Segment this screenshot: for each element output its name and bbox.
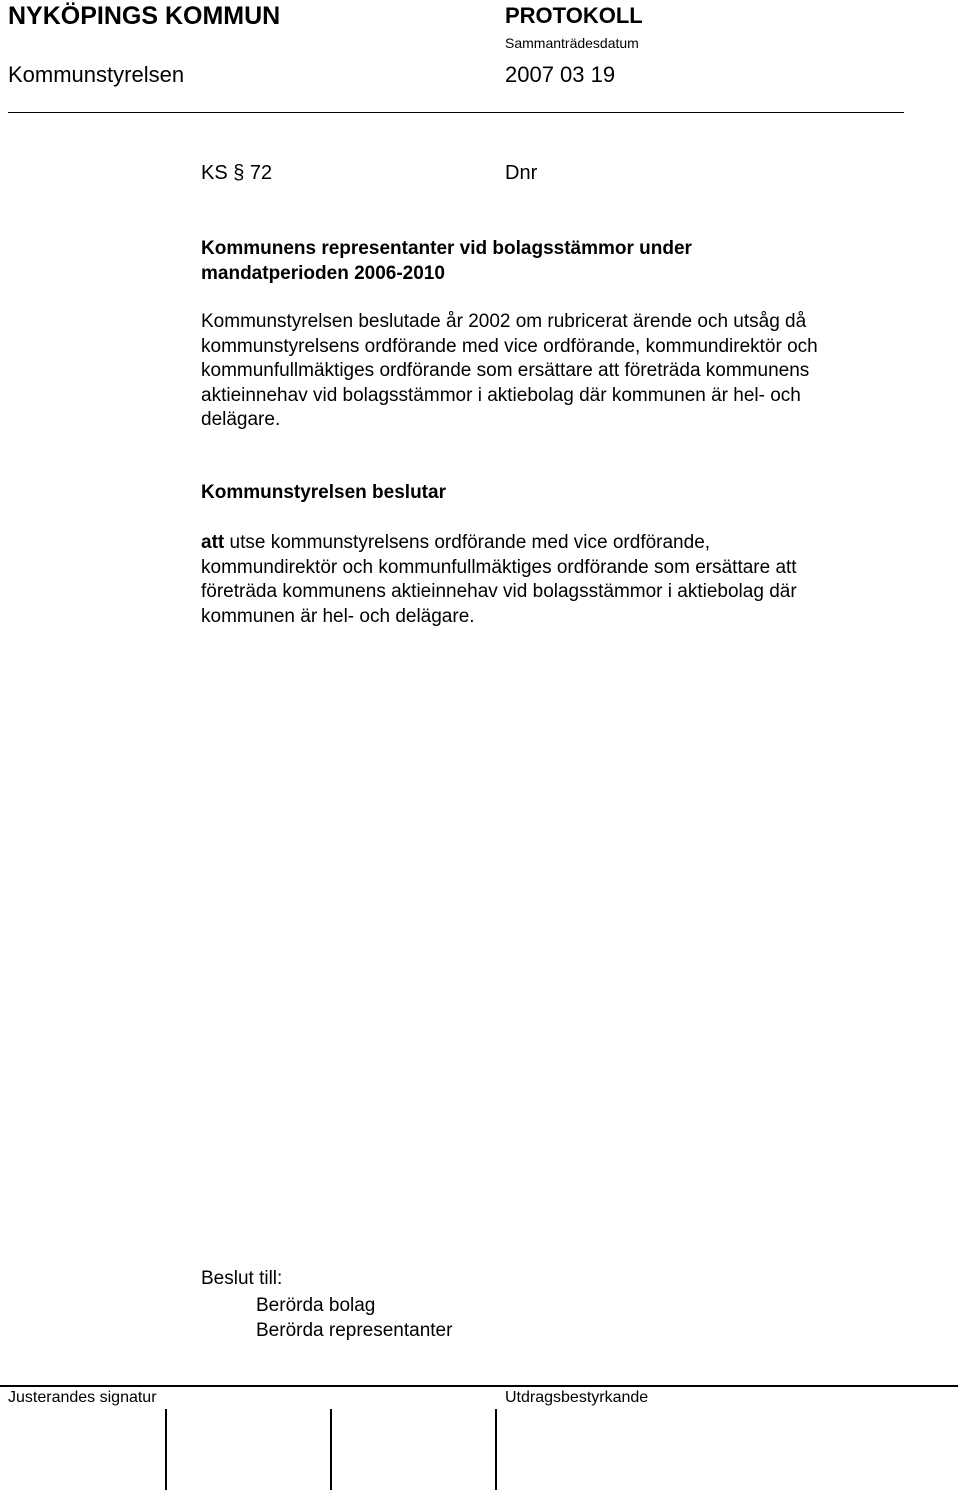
paragraph-line: kommunstyrelsens ordförande med vice ordförande, kommundirektör och [201, 335, 818, 357]
paragraph-line: delägare. [201, 409, 281, 431]
document-type: PROTOKOLL [505, 3, 643, 28]
distribution-label: Beslut till: [201, 1268, 283, 1289]
meeting-date: 2007 03 19 [505, 62, 616, 87]
header-divider [8, 112, 904, 113]
extract-certification-label: Utdragsbestyrkande [505, 1389, 649, 1406]
dnr-label: Dnr [505, 162, 538, 184]
decision-line: kommundirektör och kommunfullmäktiges ordförande som ersättare att [201, 556, 797, 578]
background-paragraph [201, 310, 921, 433]
decision-heading: Kommunstyrelsen beslutar [201, 482, 446, 503]
decision-line: företräda kommunens aktieinnehav vid bolagsstämmor i aktiebolag där [201, 581, 797, 603]
footer-divider [0, 1385, 958, 1387]
signature-box-divider [165, 1409, 167, 1490]
organization-name: NYKÖPINGS KOMMUN [8, 2, 281, 30]
decision-line: kommunen är hel- och delägare. [201, 605, 475, 627]
decision-keyword: att [201, 532, 225, 553]
signature-box-divider [330, 1409, 332, 1490]
paragraph-line: aktieinnehav vid bolagsstämmor i aktiebolag där kommunen är hel- och [201, 384, 801, 406]
decision-text [201, 531, 921, 629]
distribution-recipient: Berörda bolag [256, 1295, 376, 1316]
case-number: KS § 72 [201, 162, 273, 184]
case-heading-line: mandatperioden 2006-2010 [201, 263, 445, 284]
body-name: Kommunstyrelsen [8, 62, 185, 87]
case-heading-line: Kommunens representanter vid bolagsstämmor under [201, 238, 692, 259]
distribution-list [256, 1293, 452, 1343]
signature-label: Justerandes signatur [8, 1389, 157, 1406]
distribution-recipient: Berörda representanter [256, 1320, 453, 1341]
paragraph-line: Kommunstyrelsen beslutade år 2002 om rubricerat ärende och utsåg då [201, 311, 807, 332]
signature-box-divider [495, 1409, 497, 1490]
decision-line: utse kommunstyrelsens ordförande med vice ordförande, [229, 532, 711, 553]
paragraph-line: kommunfullmäktiges ordförande som ersättare att företräda kommunens [201, 360, 810, 382]
meeting-date-label: Sammanträdesdatum [505, 35, 639, 51]
case-heading [201, 236, 841, 286]
